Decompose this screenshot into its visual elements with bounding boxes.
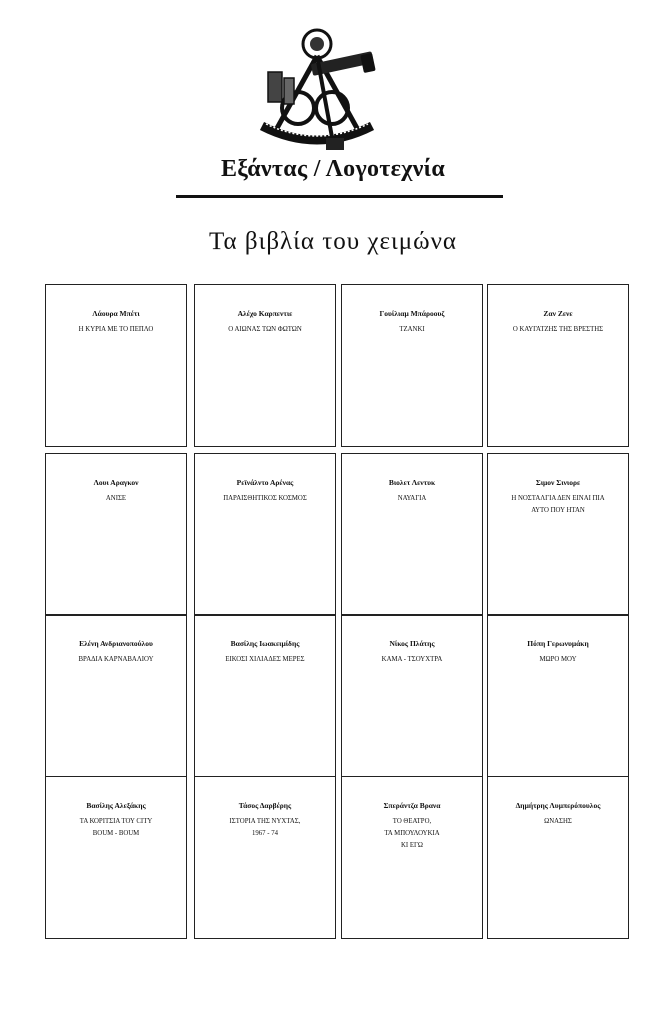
book-title: ΝΑΥΑΓΙΑ (397, 495, 427, 502)
heading-rule (176, 195, 503, 198)
book-author: Νίκος Πλάτης (389, 639, 435, 648)
book-title: ΩΝΑΣΗΣ (544, 818, 572, 825)
sextant-icon (254, 26, 380, 158)
book-card (341, 776, 483, 939)
book-author: Αλέχο Καρπεντιε (237, 309, 293, 318)
book-author: Λουι Αραγκον (93, 478, 139, 487)
book-author: Ελένη Ανδριανοπούλου (79, 639, 153, 648)
book-card (194, 614, 336, 777)
book-title: ΚΑΜΑ - ΤΣΟΥΧΤΡΑ (381, 656, 443, 663)
book-title: Η ΝΟΣΤΑΛΓΙΑ ΔΕΝ ΕΙΝΑΙ ΠΙΑ ΑΥΤΟ ΠΟΥ ΗΤΑΝ (511, 495, 605, 514)
book-card (341, 284, 483, 447)
publisher-heading: Εξάντας / Λογοτεχνία (220, 156, 446, 182)
book-card (45, 776, 187, 939)
book-author: Τάσος Δαρβέρης (238, 801, 292, 810)
book-card (194, 776, 336, 939)
book-grid (45, 284, 630, 939)
book-title: Ο ΑΙΩΝΑΣ ΤΩΝ ΦΩΤΩΝ (228, 326, 302, 333)
book-title: ΜΩΡΟ ΜΟΥ (539, 656, 577, 663)
book-card (194, 453, 336, 616)
section-title: Τα βιβλία του χειμώνα (208, 228, 457, 255)
book-title: ΙΣΤΟΡΙΑ ΤΗΣ ΝΥΧΤΑΣ, 1967 - 74 (229, 818, 301, 837)
book-title: ΤΑ ΚΟΡΙΤΣΙΑ ΤΟΥ CITY BOUM - BOUM (79, 818, 153, 837)
book-title: Ο ΚΑΥΓΑΤΖΗΣ ΤΗΣ ΒΡΕΣΤΗΣ (512, 326, 604, 333)
book-card (487, 284, 629, 447)
book-card (487, 614, 629, 777)
book-author: Δημήτρης Λυμπερόπουλος (515, 801, 601, 810)
book-card (45, 284, 187, 447)
book-author: Βασίλης Ιωακειμίδης (230, 639, 300, 648)
book-card (487, 776, 629, 939)
book-card (194, 284, 336, 447)
book-author: Σιμον Σινιορε (535, 478, 581, 487)
book-card (341, 453, 483, 616)
book-title: ΤΖΑΝΚΙ (399, 326, 425, 333)
book-author: Βιολετ Λεντυκ (388, 478, 436, 487)
book-author: Ζαν Ζενε (543, 309, 573, 318)
book-card (45, 453, 187, 616)
book-author: Γουίλιαμ Μπάροουζ (379, 309, 445, 318)
book-title: ΠΑΡΑΙΣΘΗΤΙΚΟΣ ΚΟΣΜΟΣ (223, 495, 307, 502)
book-author: Σπεράντζα Βρανα (383, 801, 441, 810)
book-card (341, 614, 483, 777)
book-card (45, 614, 187, 777)
book-author: Λάουρα Μπέτι (92, 309, 140, 318)
book-author: Πόπη Γερωνυμάκη (527, 639, 589, 648)
book-title: ΤΟ ΘΕΑΤΡΟ, ΤΑ ΜΠΟΥΛΟΥΚΙΑ ΚΙ ΕΓΩ (384, 818, 440, 849)
book-title: Η ΚΥΡΙΑ ΜΕ ΤΟ ΠΕΠΛΟ (78, 326, 154, 333)
book-card (487, 453, 629, 616)
book-author: Βασίλης Αλεξάκης (86, 801, 146, 810)
book-title: ΒΡΑΔΙΑ ΚΑΡΝΑΒΑΛΙΟΥ (78, 656, 154, 663)
book-author: Ρεϊνάλντο Αρένας (236, 478, 294, 487)
book-title: ΑΝΙΣΕ (105, 495, 127, 502)
book-title: ΕΙΚΟΣΙ ΧΙΛΙΑΔΕΣ ΜΕΡΕΣ (225, 656, 305, 663)
